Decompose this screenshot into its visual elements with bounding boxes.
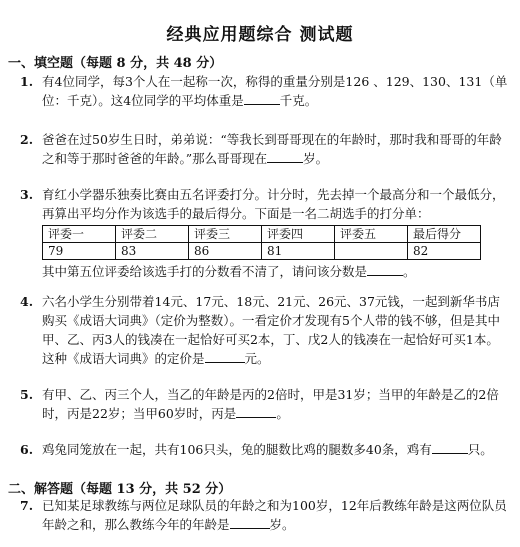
score-table-cell: 83 [116,243,189,260]
question-number: 6. [20,442,34,457]
question-text-end: 元。 [244,351,270,366]
score-table-cell: 86 [189,243,262,260]
question-text-end: 只。 [467,442,493,457]
question-1 [20,72,510,110]
question-text: 有4位同学，每3个人在一起称一次，称得的重量分别是126 、129、130、131（单位：千克）。这4位同学的平均体重是 [42,74,508,108]
score-table [42,225,481,260]
question-6 [20,440,510,459]
question-text: 有甲、乙、丙三个人，当乙的年龄是丙的2倍时，甲是31岁；当甲的年龄是乙的2倍时，丙是22岁；当甲60岁时，丙是 [42,387,499,421]
question-2 [20,130,510,168]
page-title: 经典应用题综合 测试题 [166,25,354,45]
score-table-cell: 79 [43,243,116,260]
question-text: 鸡兔同笼放在一起，共有106只头，兔的腿数比鸡的腿数多40条，鸡有 [42,442,432,457]
question-number: 3. [20,187,34,202]
score-table-cell: 82 [408,243,481,260]
question-text: 爸爸在过50岁生日时，弟弟说：“等我长到哥哥现在的年龄时，那时我和哥哥的年龄之和等于那时爸爸的年龄。”那么哥哥现在 [42,132,502,166]
score-table-header: 最后得分 [408,226,481,243]
score-table-header: 评委五 [335,226,408,243]
answer-blank[interactable] [230,516,270,529]
score-table-header: 评委一 [43,226,116,243]
question-4 [20,292,510,368]
question-text-end: 岁。 [303,151,329,166]
answer-blank[interactable] [205,350,245,363]
question-5 [20,385,510,423]
score-table-cell: 81 [262,243,335,260]
question-number: 2. [20,132,34,147]
question-text: 育红小学器乐独奏比赛由五名评委打分。计分时，先去掉一个最高分和一个最低分，再算出平均分作为该选手的最后得分。下面是一名二胡选手的打分单： [42,187,505,221]
question-number: 1. [20,74,34,89]
question-text-end: 。 [403,264,416,279]
question-number: 5. [20,387,34,402]
question-text: 六名小学生分别带着14元、17元、18元、21元、26元、37元钱，一起到新华书店购买《成语大词典》（定价为整数）。一看定价才发现有5个人带的钱不够，但是其中甲、乙、丙3人的钱凑在一起恰好可买2本，丁、戊2人的钱凑在一起恰好可买1本。这种《成语大词典》的定价是 [42,294,500,366]
question-number: 4. [20,294,34,309]
question-text: 其中第五位评委给该选手打的分数看不清了，请问该分数是 [42,264,368,279]
score-table-cell [335,243,408,260]
score-table-header: 评委四 [262,226,335,243]
score-table-header: 评委三 [189,226,262,243]
answer-blank[interactable] [367,263,403,276]
score-table-value-row [43,243,481,260]
section-fill-in-heading: 一、填空题（每题 8 分，共 48 分） [8,56,223,71]
question-text-end: 岁。 [269,517,295,532]
question-number: 7. [20,498,34,513]
score-table-header: 评委二 [116,226,189,243]
answer-blank[interactable] [244,92,280,105]
answer-blank[interactable] [432,441,468,454]
question-text-end: 。 [276,406,289,421]
question-3 [20,185,510,281]
answer-blank[interactable] [236,405,276,418]
section-solution-heading: 二、解答题（每题 13 分，共 52 分） [8,482,232,497]
answer-blank[interactable] [267,150,303,163]
question-text-end: 千克。 [279,93,318,108]
score-table-header-row [43,226,481,243]
question-text: 已知某足球教练与两位足球队员的年龄之和为100岁，12年后教练年龄是这两位队员年龄之和，那么教练今年的年龄是 [42,498,507,532]
question-7 [20,496,510,534]
